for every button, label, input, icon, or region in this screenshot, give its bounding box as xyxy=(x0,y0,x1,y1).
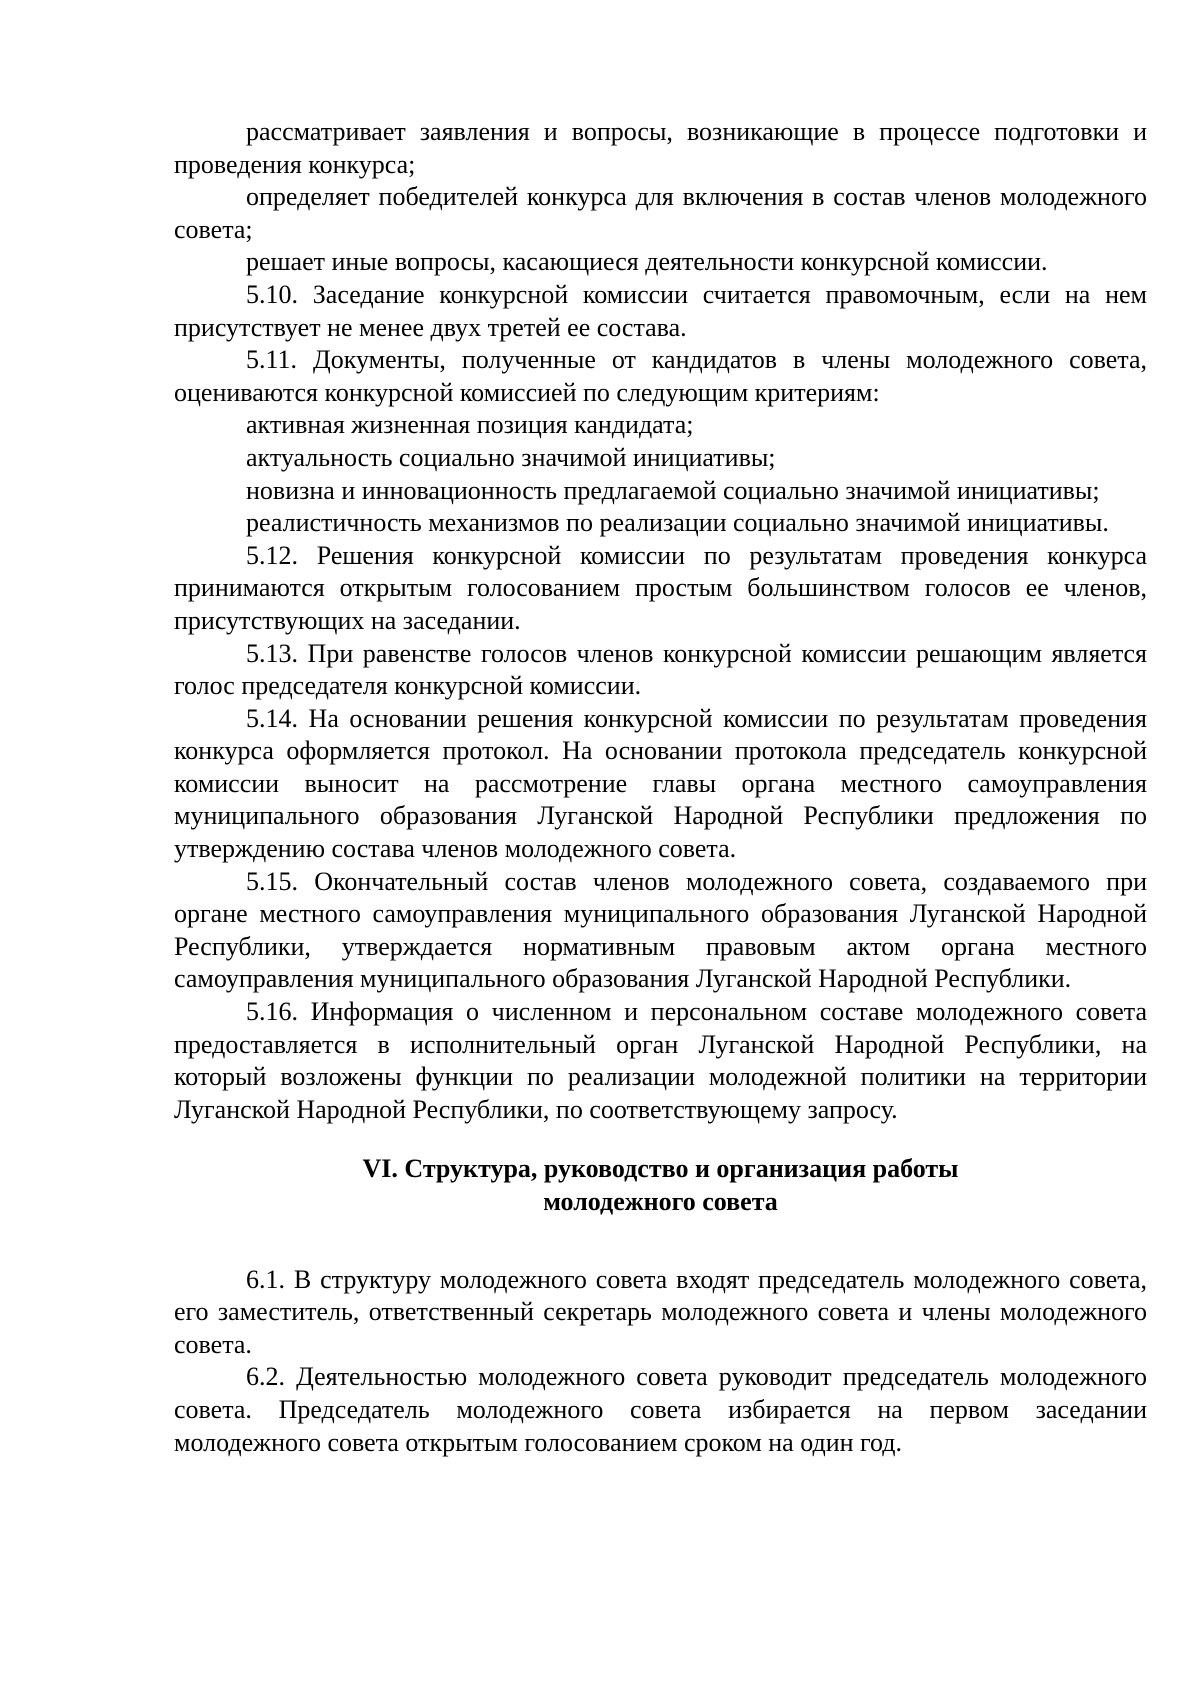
clause-number: 5.14. xyxy=(246,703,298,733)
paragraph-text: Деятельностью молодежного совета руководит председатель молодежного совета. Председатель молодежного совета избирается на первом заседании молодежного совета открытым голосованием сроком на один год. xyxy=(174,1362,1147,1457)
clause-paragraph xyxy=(174,1361,1147,1459)
list-item-paragraph xyxy=(174,507,1147,540)
paragraph-text: Решения конкурсной комиссии по результатам проведения конкурса принимаются открытым голосованием простым большинством голосов ее членов, присутствующих на заседании. xyxy=(174,540,1148,635)
section-heading xyxy=(174,1153,1147,1218)
list-item-paragraph xyxy=(174,442,1147,475)
paragraph-text: рассматривает заявления и вопросы, возникающие в процессе подготовки и проведения конкурса; xyxy=(174,117,1147,179)
clause-paragraph xyxy=(174,1264,1147,1362)
clause-number: 5.16. xyxy=(246,997,298,1027)
paragraph-text: решает иные вопросы, касающиеся деятельности конкурсной комиссии. xyxy=(246,247,1048,277)
paragraph-text: Окончательный состав членов молодежного совета, создаваемого при органе местного самоуправления муниципального образования Луганской Народной Республики, утверждается нормативным правовым актом органа местного самоуправления муниципального образования Луганской Народной Республики. xyxy=(174,866,1148,994)
clause-number: 5.11. xyxy=(246,345,298,375)
paragraph-text: В структуру молодежного совета входят председатель молодежного совета, его заместитель, ответственный секретарь молодежного совета и члены молодежного совета. xyxy=(174,1264,1148,1359)
list-item-paragraph xyxy=(174,181,1147,246)
clause-number: 5.12. xyxy=(246,540,298,570)
paragraph-text: новизна и инновационность предлагаемой социально значимой инициативы; xyxy=(246,475,1100,505)
paragraph-text: определяет победителей конкурса для включения в состав членов молодежного совета; xyxy=(174,182,1147,244)
list-item-paragraph xyxy=(174,475,1147,508)
clause-paragraph xyxy=(174,866,1147,996)
paragraph-text: При равенстве голосов членов конкурсной комиссии решающим является голос председателя конкурсной комиссии. xyxy=(174,638,1147,701)
clause-paragraph xyxy=(174,996,1147,1126)
clause-paragraph xyxy=(174,638,1147,703)
clause-number: 5.13. xyxy=(246,638,298,668)
paragraph-text: активная жизненная позиция кандидата; xyxy=(246,410,694,440)
paragraph-text: Документы, полученные от кандидатов в члены молодежного совета, оцениваются конкурсной комиссией по следующим критериям: xyxy=(174,345,1148,407)
document-body xyxy=(174,116,1147,1459)
clause-paragraph xyxy=(174,540,1147,638)
clause-number: 5.15. xyxy=(246,866,298,896)
list-item-paragraph xyxy=(174,246,1147,279)
paragraph-text: реалистичность механизмов по реализации социально значимой инициативы. xyxy=(246,508,1109,538)
clause-paragraph xyxy=(174,344,1147,409)
clause-number: 5.10. xyxy=(246,279,298,309)
clause-number: 6.1. xyxy=(246,1264,285,1294)
list-item-paragraph xyxy=(174,116,1147,181)
clause-paragraph xyxy=(174,279,1147,344)
paragraphs-after-heading xyxy=(174,1264,1147,1460)
clause-paragraph xyxy=(174,703,1147,866)
clause-number: 6.2. xyxy=(246,1362,285,1392)
paragraph-text: актуальность социально значимой инициативы; xyxy=(246,442,776,472)
section-heading-line-2: молодежного совета xyxy=(543,1187,778,1216)
list-item-paragraph xyxy=(174,409,1147,442)
paragraphs-before-heading xyxy=(174,116,1147,1126)
paragraph-text: На основании решения конкурсной комиссии по результатам проведения конкурса оформляется протокол. На основании протокола председатель конкурсной комиссии выносит на рассмотрение главы органа местного самоуправления муниципального образования Луганской Народной Республики предложения по утверждению состава членов молодежного совета. xyxy=(174,703,1147,864)
paragraph-text: Информация о численном и персональном составе молодежного совета предоставляется в исполнительный орган Луганской Народной Республики, на который возложены функции по реализации молодежной политики на территории Луганской Народной Республики, по соответствующему запросу. xyxy=(174,997,1148,1124)
paragraph-text: Заседание конкурсной комиссии считается правомочным, если на нем присутствует не менее двух третей ее состава. xyxy=(174,279,1147,342)
section-heading-line-1: VI. Структура, руководство и организация работы xyxy=(362,1154,959,1184)
